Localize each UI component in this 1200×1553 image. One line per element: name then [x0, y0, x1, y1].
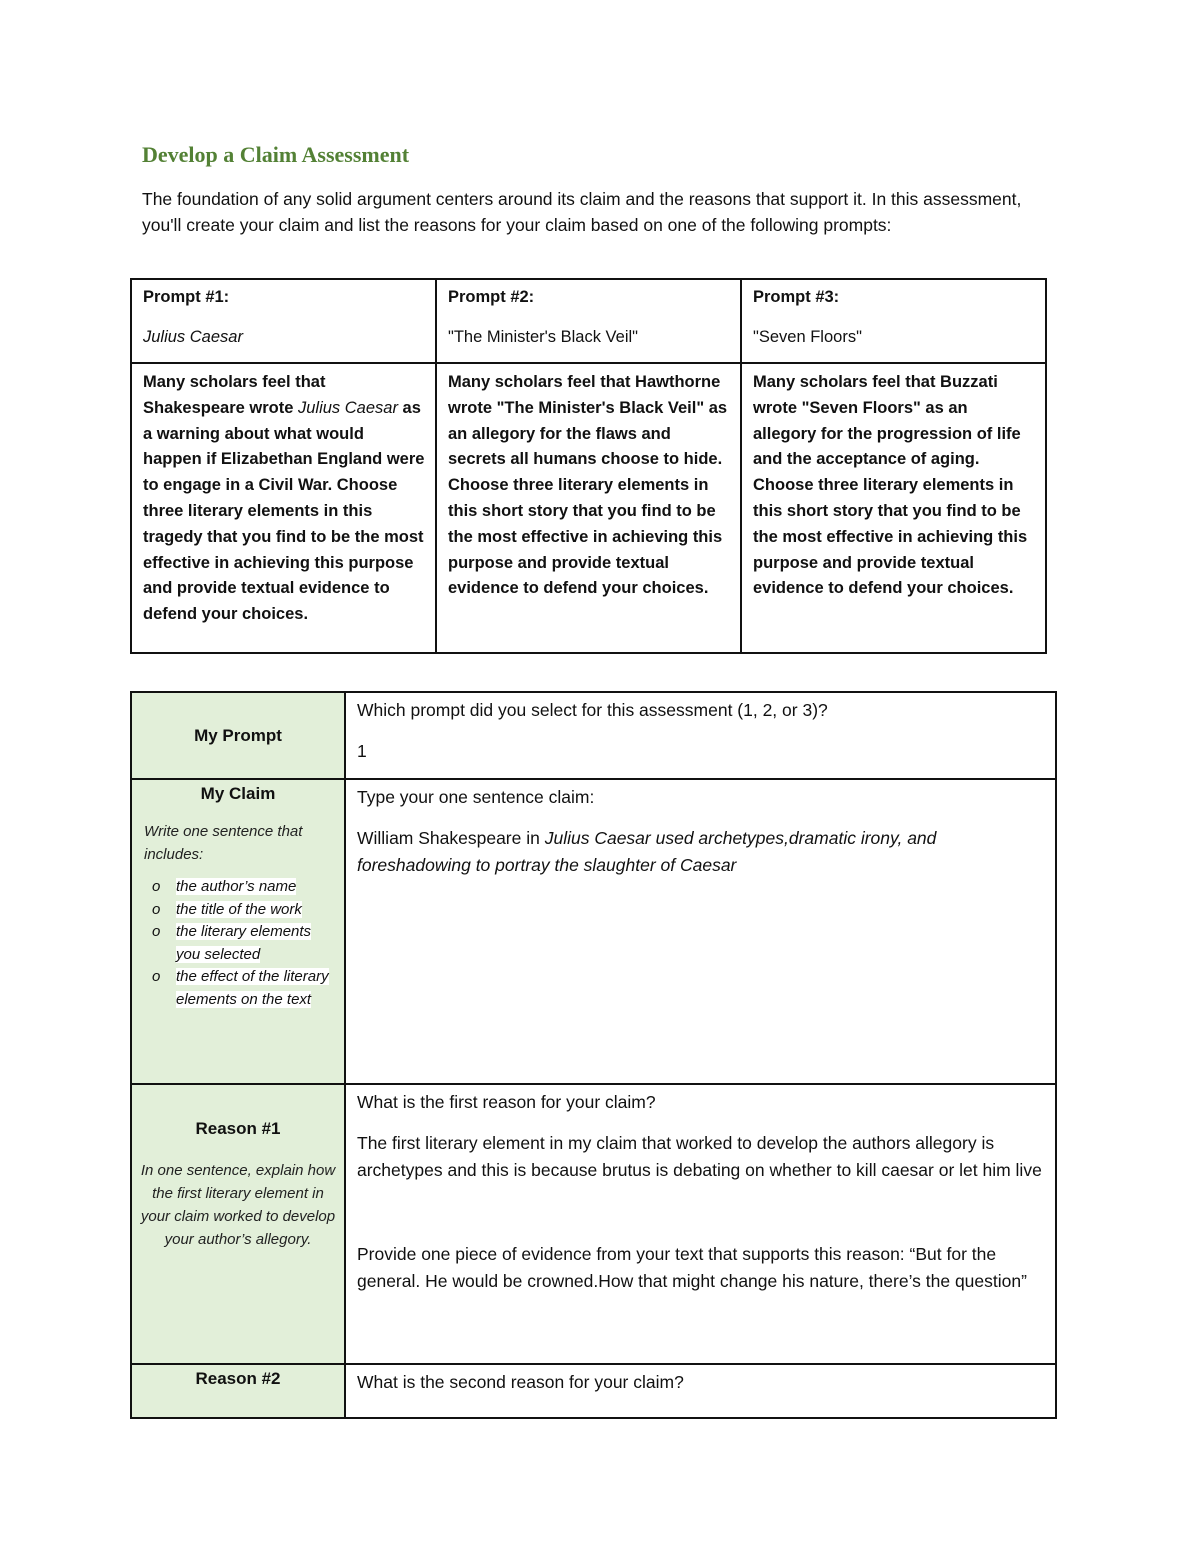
my-claim-label: My Claim [200, 784, 276, 803]
prompt-3-label: Prompt #3: [753, 288, 840, 306]
list-item: o the author’s name [140, 876, 336, 899]
list-item: o the title of the work [140, 899, 336, 922]
prompt-3-work: "Seven Floors" [753, 328, 862, 346]
reason-1-question: What is the first reason for your claim? [357, 1092, 656, 1112]
prompt-1-label: Prompt #1: [143, 288, 230, 306]
claim-requirements-list [140, 876, 336, 1011]
prompt-2-header [436, 279, 741, 363]
prompt-2-description: Many scholars feel that Hawthorne wrote "The Minister's Black Veil" as an allegory for the flaws and secrets all humans choose to hide. Choose three literary elements in this short story that you find to be the most effective in achieving this purpose and provide textual evidence to defend your choices. [436, 363, 741, 653]
prompt-1-desc-title: Julius Caesar [298, 398, 398, 417]
my-prompt-label: My Prompt [194, 725, 282, 745]
reason-1-evidence[interactable]: Provide one piece of evidence from your text that supports this reason: “But for the general. He would be crowned.How that might change his nature, there’s the question” [357, 1244, 1027, 1291]
prompt-2-work: "The Minister's Black Veil" [448, 328, 639, 346]
intro-paragraph: The foundation of any solid argument centers around its claim and the reasons that support it. In this assessment, you'll create your claim and list the reasons for your claim based on one of the following prompts: [142, 189, 1022, 235]
reason-1-answer-cell[interactable] [345, 1084, 1056, 1364]
my-claim-cell [131, 779, 345, 1084]
reason-1-cell [131, 1084, 345, 1364]
reason-2-answer-cell[interactable] [345, 1364, 1056, 1418]
prompt-1-work: Julius Caesar [143, 328, 243, 346]
my-prompt-cell [131, 692, 345, 779]
reason-2-cell [131, 1364, 345, 1418]
prompt-2-label: Prompt #2: [448, 288, 535, 306]
prompt-1-header [131, 279, 436, 363]
prompt-3-description: Many scholars feel that Buzzati wrote "Seven Floors" as an allegory for the progression of life and the acceptance of aging. Choose three literary elements in this short story that you find to be the most effective in achieving this purpose and provide textual evidence to defend your choices. [741, 363, 1046, 653]
prompts-table [130, 278, 1047, 654]
reason-2-question: What is the second reason for your claim? [357, 1372, 684, 1392]
my-prompt-question: Which prompt did you select for this assessment (1, 2, or 3)? [357, 700, 828, 720]
list-item: o the literary elements you selected [140, 921, 336, 966]
my-prompt-answer[interactable]: 1 [357, 741, 367, 761]
my-claim-answer[interactable]: William Shakespeare in Julius Caesar used archetypes,dramatic irony, and foreshadowing to portray the slaughter of Caesar [357, 828, 937, 875]
prompt-1-description: Many scholars feel that Shakespeare wrote Julius Caesar as a warning about what would happen if Elizabethan England were to engage in a Civil War. Choose three literary elements in this tragedy that you find to be the most effective in achieving this purpose and provide textual evidence to defend your choices. [131, 363, 436, 653]
reason-1-answer[interactable]: The first literary element in my claim that worked to develop the authors allegory is archetypes and this is because brutus is debating on whether to kill caesar or let him live [357, 1133, 1042, 1180]
my-claim-hint: Write one sentence that includes: [144, 823, 303, 863]
assessment-table [130, 691, 1057, 1419]
list-item: o the effect of the literary elements on the text [140, 966, 336, 1011]
my-claim-question: Type your one sentence claim: [357, 787, 595, 807]
page-title: Develop a Claim Assessment [142, 142, 410, 167]
reason-2-label: Reason #2 [195, 1369, 281, 1388]
my-prompt-answer-cell[interactable] [345, 692, 1056, 779]
my-claim-answer-cell[interactable] [345, 779, 1056, 1084]
prompt-3-header [741, 279, 1046, 363]
reason-1-hint: In one sentence, explain how the first literary element in your claim worked to develop your author’s allegory. [140, 1162, 336, 1248]
reason-1-label: Reason #1 [195, 1119, 281, 1138]
